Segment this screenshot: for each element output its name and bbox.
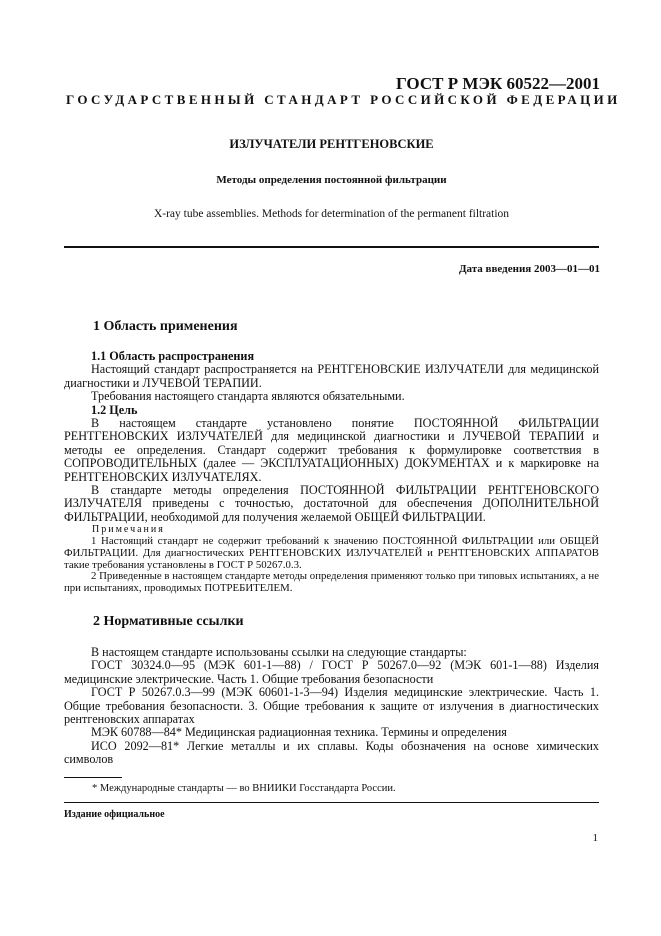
reference-item: ГОСТ 30324.0—95 (МЭК 601-1—88) / ГОСТ Р 50267.0—92 (МЭК 601-1—88) Изделия медицинские электрические. Часть 1. Общие требования безопасности [64,658,599,686]
paragraph: Настоящий стандарт распространяется на РЕНТГЕНОВСКИЕ ИЗЛУЧАТЕЛИ для медицинской диагностики и ЛУЧЕВОЙ ТЕРАПИИ. [64,362,599,390]
document-subtitle: Методы определения постоянной фильтрации [216,174,447,186]
section-2-body [64,646,599,767]
note: 2 Приведенные в настоящем стандарте методы определения применяют только при типовых испытаниях, а не при испытаниях, проводимых ПОТРЕБИТЕЛЕМ. [64,570,599,595]
footnote: * Международные стандарты — во ВНИИКИ Госстандарта России. [92,783,396,794]
document-title: ИЗЛУЧАТЕЛИ РЕНТГЕНОВСКИЕ [229,137,434,151]
edition-label: Издание официальное [64,809,165,820]
section-1-heading: 1 Область применения [93,319,238,334]
paragraph: Требования настоящего стандарта являются обязательными. [91,389,405,404]
header-divider [64,246,599,248]
reference-item: МЭК 60788—84* Медицинская радиационная техника. Термины и определения [91,725,507,740]
notes-body [64,536,599,595]
section-2-heading: 2 Нормативные ссылки [93,614,244,629]
page-number: 1 [592,832,598,844]
reference-item: ИСО 2092—81* Легкие металлы и их сплавы. Коды обозначения на основе химических символов [64,738,599,767]
footnote-divider [64,777,122,778]
paragraph: В настоящем стандарте установлено понятие ПОСТОЯННОЙ ФИЛЬТРАЦИИ РЕНТГЕНОВСКИХ ИЗЛУЧАТЕЛЕЙ для медицинской диагностики и ЛУЧЕВОЙ ТЕРАПИИ и методы ее определения. Стандарт содержит требования к формулировке соответствия в СОПРОВОДИТЕЛЬНЫХ (далее — ЭКСПЛУАТАЦИОННЫХ) ДОКУМЕНТАХ и к маркировке на РЕНТГЕНОВСКИХ ИЗЛУЧАТЕЛЯХ. [64,416,599,484]
english-title: X-ray tube assemblies. Methods for determination of the permanent filtration [153,208,510,220]
state-standard-title: ГОСУДАРСТВЕННЫЙ СТАНДАРТ РОССИЙСКОЙ ФЕДЕРАЦИИ [66,92,621,107]
subsection-1-1-heading: 1.1 Область распространения [91,349,255,363]
note: 1 Настоящий стандарт не содержит требований к значению ПОСТОЯННОЙ ФИЛЬТРАЦИИ или ОБЩЕЙ ФИЛЬТРАЦИИ. Для диагностических РЕНТГЕНОВСКИХ ИЗЛУЧАТЕЛЕЙ и РЕНТГЕНОВСКИХ АППАРАТОВ такие требования установлены в ГОСТ Р 50267.0.3. [64,535,599,571]
footer-divider [64,802,599,803]
introduction-date: Дата введения 2003—01—01 [458,263,600,275]
paragraph: В стандарте методы определения ПОСТОЯННОЙ ФИЛЬТРАЦИИ РЕНТГЕНОВСКОГО ИЗЛУЧАТЕЛЯ приведены с точностью, достаточной для обеспечения ДОПОЛНИТЕЛЬНОЙ ФИЛЬТРАЦИИ, необходимой для получения желаемой ОБЩЕЙ ФИЛЬТРАЦИИ. [64,483,599,524]
subsection-1-2-heading: 1.2 Цель [91,402,138,417]
document-code: ГОСТ Р МЭК 60522—2001 [396,74,600,93]
notes-title: Примечания [92,524,165,535]
reference-item: ГОСТ Р 50267.0.3—99 (МЭК 60601-1-3—94) Изделия медицинские электрические. Часть 1. Общие требования безопасности. 3. Общие требования к защите от излучения в диагностических рентгеновских аппаратах [64,685,599,727]
paragraph: В настоящем стандарте использованы ссылки на следующие стандарты: [91,645,467,659]
section-1-body [64,350,599,524]
